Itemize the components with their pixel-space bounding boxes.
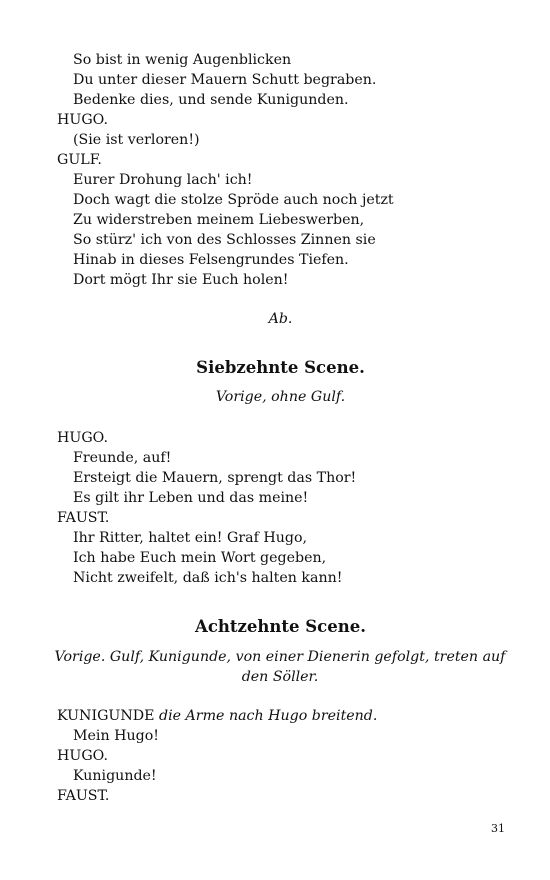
page-number: 31 [491,822,505,835]
speaker-name: KUNIGUNDE [57,708,155,724]
scene-18-direction-block [52,647,508,687]
verse-line: Du unter dieser Mauern Schutt begraben. [73,72,377,88]
dialogue-block-2 [57,428,504,588]
verse-line: Freunde, auf! [73,450,172,466]
exit-direction [57,309,504,329]
verse-line: Dort mögt Ihr sie Euch holen! [73,272,289,288]
verse-line: Bedenke dies, und sende Kunigunden. [73,92,349,108]
speaker-direction: die Arme nach Hugo breitend. [159,708,378,724]
verse-line: So bist in wenig Augenblicken [73,52,292,68]
speaker-name: HUGO. [57,112,108,128]
scene-direction: Vorige, ohne Gulf. [215,389,346,405]
verse-line: Mein Hugo! [73,728,159,744]
dialogue-block-1 [57,50,504,290]
verse-line: Ihr Ritter, haltet ein! Graf Hugo, [73,530,307,546]
scene-17-heading-block [57,357,504,379]
verse-line: So stürz' ich von des Schlosses Zinnen sie [73,232,376,248]
speaker-name: HUGO. [57,748,108,764]
verse-line: Es gilt ihr Leben und das meine! [73,490,309,506]
stage-direction: Ab. [268,311,293,327]
verse-line: Kunigunde! [73,768,157,784]
scene-heading: Siebzehnte Scene. [196,358,365,377]
scene-18-heading-block [57,616,504,638]
dialogue-block-3 [57,706,504,806]
verse-line: Ersteigt die Mauern, sprengt das Thor! [73,470,357,486]
verse-line: Eurer Drohung lach' ich! [73,172,253,188]
speaker-name: GULF. [57,152,102,168]
verse-line: Zu widerstreben meinem Liebeswerben, [73,212,365,228]
speaker-line [57,706,504,726]
verse-line: (Sie ist verloren!) [73,132,200,148]
scene-direction: Vorige. Gulf, Kunigunde, von einer Dienerin gefolgt, treten auf den Söller. [54,649,506,685]
scene-heading: Achtzehnte Scene. [195,617,366,636]
verse-line: Doch wagt die stolze Spröde auch noch jetzt [73,192,394,208]
speaker-name: FAUST. [57,788,110,804]
verse-line: Nicht zweifelt, daß ich's halten kann! [73,570,343,586]
scene-17-direction-block [57,387,504,407]
speaker-name: FAUST. [57,510,110,526]
verse-line: Ich habe Euch mein Wort gegeben, [73,550,327,566]
verse-line: Hinab in dieses Felsengrundes Tiefen. [73,252,349,268]
speaker-name: HUGO. [57,430,108,446]
